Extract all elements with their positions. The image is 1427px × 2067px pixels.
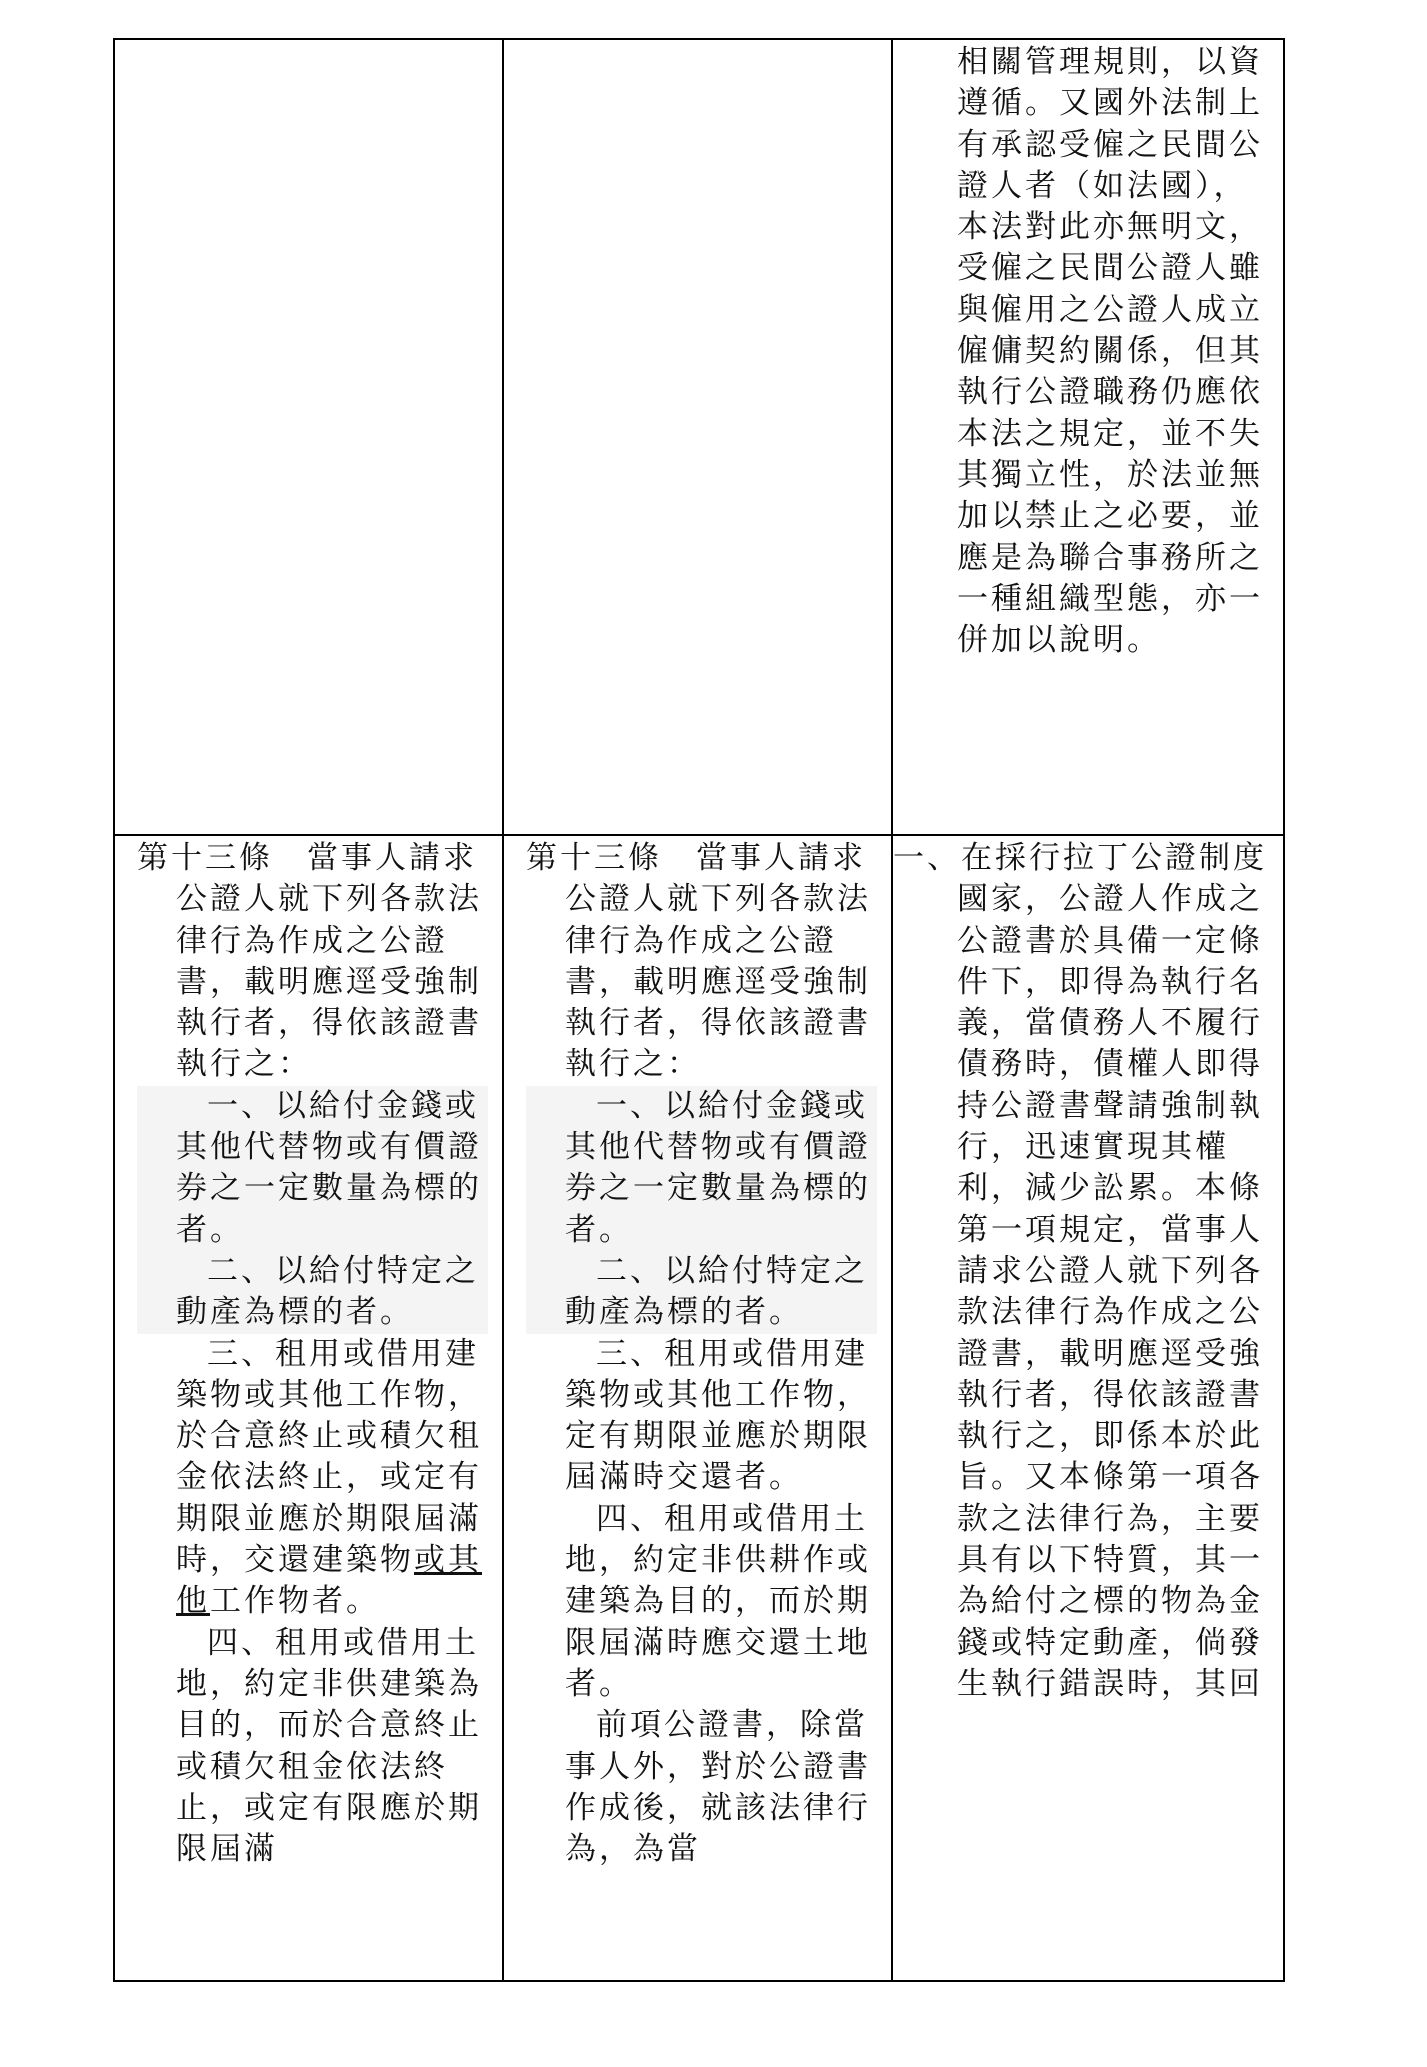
row1-col1-empty [114, 39, 503, 835]
table-row [114, 39, 1284, 835]
row2-col2-current [503, 835, 892, 1981]
row1-col2-empty [503, 39, 892, 835]
row1-col3-note [892, 39, 1284, 835]
article-item-4: 四、租用或借用土地，約定非供建築為目的，而於合意終止或積欠租金依法終止，或定有限應於期限屆滿 [176, 1624, 482, 1868]
article-item-1: 一、以給付金錢或其他代替物或有價證券之一定數量為標的者。 [526, 1086, 877, 1251]
comparison-table [113, 38, 1285, 1982]
row2-col3-explanation [892, 835, 1284, 1981]
article-paragraph-2: 前項公證書，除當事人外，對於公證書作成後，就該法律行為，為當 [565, 1707, 871, 1868]
article-item-3: 三、租用或借用建築物或其他工作物，定有期限並應於期限屆滿時交還者。 [565, 1335, 871, 1496]
row2-col1-amended [114, 835, 503, 1981]
article-13-heading: 第十三條 當事人請求公證人就下列各款法律行為作成之公證書，載明應逕受強制執行者，得依該證書執行之： [137, 840, 482, 1083]
item3-tail: 工作物者。 [210, 1583, 380, 1620]
note-text: 相關管理規則，以資遵循。又國外法制上有承認受僱之民間公證人者（如法國），本法對此亦無明文，受僱之民間公證人雖與僱用之公證人成立僱傭契約關係，但其執行公證職務仍應依本法之規定，並不失其獨立性，於法並無加以禁止之必要，並應是為聯合事務所之一種組織型態，亦一併加以說明。 [957, 44, 1263, 659]
article-item-1: 一、以給付金錢或其他代替物或有價證券之一定數量為標的者。 [137, 1086, 488, 1251]
underlined-text: 或其他 [176, 1542, 482, 1620]
explanation-text: 一、在採行拉丁公證制度國家，公證人作成之公證書於具備一定條件下，即得為執行名義，當債務人不履行債務時，債權人即得持公證書聲請強制執行，迅速實現其權利，減少訟累。本條第一項規定，當事人請求公證人就下列各款法律行為作成之公證書，載明應逕受強執行者，得依該證書執行之，即係本於此旨。又本條第一項各款之法律行為，主要具有以下特質，其一為給付之標的物為金錢或特定動產，倘發生執行錯誤時，其回 [893, 840, 1267, 1702]
item3-main: 三、租用或借用建築物或其他工作物，於合意終止或積欠租金依法終止，或定有期限並應於期限屆滿時，交還建築物 [176, 1335, 482, 1579]
article-item-3 [137, 1334, 488, 1623]
article-13-heading: 第十三條 當事人請求公證人就下列各款法律行為作成之公證書，載明應逕受強制執行者，得依該證書執行之： [526, 840, 871, 1083]
article-item-2: 二、以給付特定之動產為標的者。 [137, 1251, 488, 1334]
article-item-4: 四、租用或借用土地，約定非供耕作或建築為目的，而於期限屆滿時應交還土地者。 [565, 1500, 871, 1702]
article-item-2: 二、以給付特定之動產為標的者。 [526, 1251, 877, 1334]
table-row [114, 835, 1284, 1981]
